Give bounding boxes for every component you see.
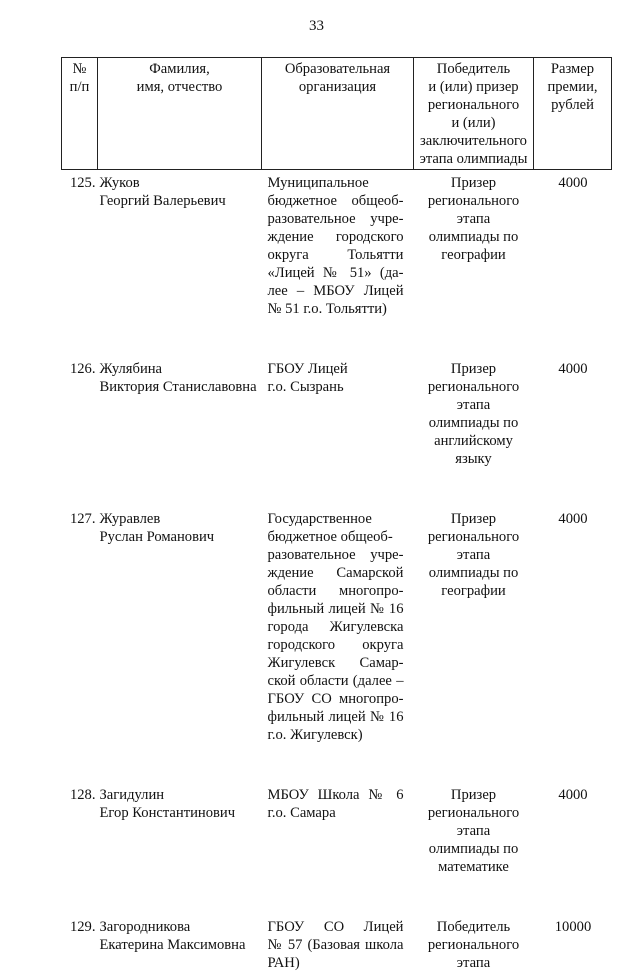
organization	[262, 506, 414, 782]
text-line: этапа	[456, 955, 491, 971]
text-line: ждение городского	[267, 229, 404, 245]
prize-amount: 10000	[554, 919, 592, 935]
text-line: фильный лицей № 16	[267, 601, 404, 617]
row-number: 127.	[69, 511, 96, 527]
text-line: Фамилия,	[149, 61, 210, 77]
prize-amount: 4000	[558, 787, 588, 803]
text-line: регионального	[427, 529, 520, 545]
text-line: п/п	[69, 79, 90, 95]
text-line: Георгий Валерьевич	[99, 193, 226, 209]
text-line: олимпиады по	[428, 841, 519, 857]
text-line: Образовательная	[284, 61, 391, 77]
text-line: Победитель	[436, 61, 511, 77]
award-status	[414, 170, 534, 357]
prize-amount: 4000	[558, 175, 588, 191]
text-line: этапа	[456, 823, 491, 839]
text-line: г.о. Жигулевск)	[267, 727, 363, 743]
text-line: регионального	[427, 937, 520, 953]
text-line: Загородникова	[99, 919, 191, 935]
header-name	[98, 58, 262, 170]
table-row	[62, 914, 612, 972]
text-line: олимпиады по	[428, 565, 519, 581]
text-line: г.о. Сызрань	[267, 379, 344, 395]
table-row	[62, 356, 612, 506]
text-line: Жулябина	[99, 361, 163, 377]
awards-table	[61, 57, 612, 972]
text-line: регионального	[427, 193, 520, 209]
text-line: МБОУ Школа № 6	[267, 787, 404, 803]
text-line: округа Тольятти	[267, 247, 404, 263]
text-line: бюджетное общеоб-	[267, 529, 393, 545]
text-line: премии,	[547, 79, 598, 95]
text-line: этапа	[456, 211, 491, 227]
award-status	[414, 506, 534, 782]
text-line: заключительного	[420, 133, 527, 149]
row-number: 126.	[69, 361, 96, 377]
text-line: Руслан Романович	[99, 529, 215, 545]
text-line: Государственное	[267, 511, 372, 527]
student-name	[98, 170, 262, 357]
text-line: разовательное учре-	[267, 211, 404, 227]
text-line: разовательное учре-	[267, 547, 404, 563]
text-line: Жуков	[99, 175, 140, 191]
text-line: «Лицей № 51» (да-	[267, 265, 404, 281]
award-status	[414, 914, 534, 972]
table-row	[62, 782, 612, 914]
text-line: Призер	[450, 787, 497, 803]
text-line: ГБОУ СО Лицей	[267, 919, 404, 935]
text-line: Жигулевск Самар-	[267, 655, 404, 671]
prize-amount: 4000	[558, 511, 588, 527]
text-line: Екатерина Максимовна	[99, 937, 246, 953]
text-line: РАН)	[267, 955, 300, 971]
text-line: регионального	[427, 805, 520, 821]
text-line: Победитель	[436, 919, 511, 935]
text-line: Загидулин	[99, 787, 165, 803]
row-number: 128.	[69, 787, 96, 803]
text-line: Призер	[450, 511, 497, 527]
text-line: Журавлев	[99, 511, 161, 527]
text-line: олимпиады по	[428, 229, 519, 245]
text-line: ждение Самарской	[267, 565, 404, 581]
text-line: этапа	[456, 397, 491, 413]
text-line: городского округа	[267, 637, 404, 653]
text-line: Призер	[450, 361, 497, 377]
text-line: лее – МБОУ Лицей	[267, 283, 404, 299]
student-name	[98, 914, 262, 972]
organization	[262, 914, 414, 972]
text-line: ГБОУ Лицей	[267, 361, 348, 377]
text-line: организация	[298, 79, 377, 95]
table-header-row	[62, 58, 612, 170]
text-line: и (или) призер	[428, 79, 519, 95]
text-line: регионального	[427, 379, 520, 395]
text-line: этапа	[456, 547, 491, 563]
text-line: ской области (далее –	[267, 673, 404, 689]
header-status	[414, 58, 534, 170]
header-number	[62, 58, 98, 170]
header-organization	[262, 58, 414, 170]
text-line: олимпиады по	[428, 415, 519, 431]
organization	[262, 356, 414, 506]
text-line: области многопро-	[267, 583, 404, 599]
text-line: имя, отчество	[136, 79, 223, 95]
text-line: математике	[438, 859, 509, 875]
text-line: № 51 г.о. Тольятти)	[267, 301, 387, 317]
text-line: Виктория Станиславовна	[99, 379, 257, 395]
text-line: регионального	[427, 97, 520, 113]
text-line: ГБОУ СО многопро-	[267, 691, 404, 707]
text-line: Егор Константинович	[99, 805, 236, 821]
award-status	[414, 782, 534, 914]
text-line: №	[72, 61, 87, 77]
organization	[262, 170, 414, 357]
text-line: Призер	[450, 175, 497, 191]
text-line: № 57 (Базовая школа	[267, 937, 404, 953]
award-status	[414, 356, 534, 506]
text-line: английскому	[434, 433, 513, 449]
text-line: города Жигулевска	[267, 619, 404, 635]
table-row	[62, 506, 612, 782]
page-number: 33	[309, 18, 324, 34]
header-prize	[534, 58, 612, 170]
text-line: фильный лицей № 16	[267, 709, 404, 725]
text-line: бюджетное общеоб-	[267, 193, 404, 209]
text-line: и (или)	[451, 115, 496, 131]
prize-amount: 4000	[558, 361, 588, 377]
text-line: Муниципальное	[267, 175, 369, 191]
text-line: географии	[441, 583, 506, 599]
student-name	[98, 506, 262, 782]
student-name	[98, 782, 262, 914]
row-number: 125.	[69, 175, 96, 191]
text-line: географии	[441, 247, 506, 263]
table-row	[62, 170, 612, 357]
row-number: 129.	[69, 919, 96, 935]
text-line: этапа олимпиады	[419, 151, 528, 167]
text-line: г.о. Самара	[267, 805, 336, 821]
student-name	[98, 356, 262, 506]
text-line: Размер	[550, 61, 595, 77]
text-line: языку	[455, 451, 492, 467]
text-line: рублей	[551, 97, 594, 113]
organization	[262, 782, 414, 914]
